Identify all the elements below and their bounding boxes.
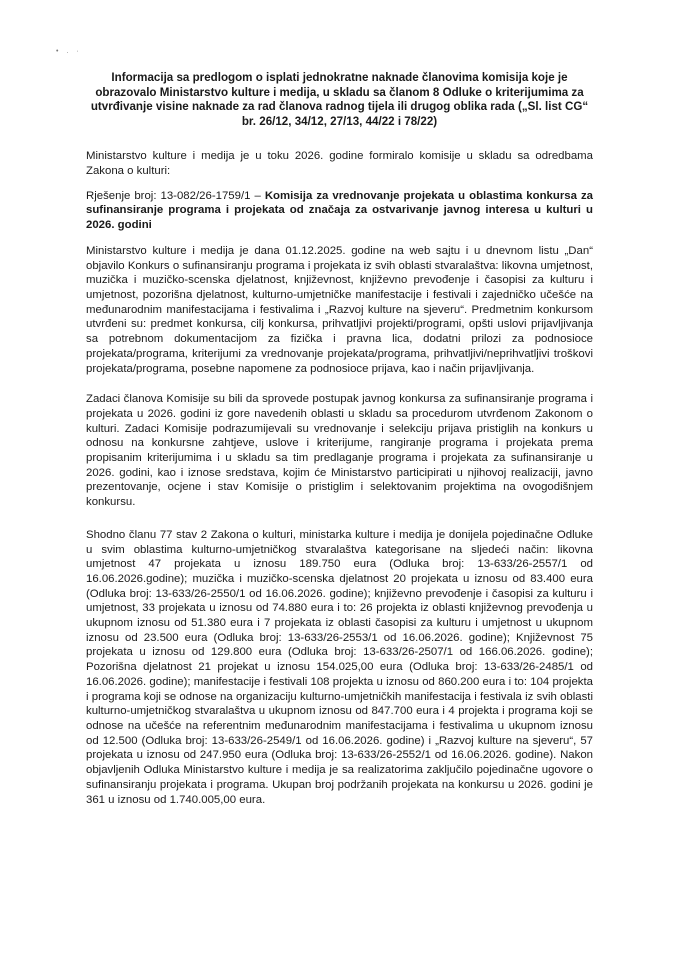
decision-paragraph <box>86 189 593 233</box>
body-paragraph-3: Shodno članu 77 stav 2 Zakona o kulturi, ministarka kulture i medija je donijela pojedinačne Odluke u svim oblastima kulturno-umjetničkog stvaralaštva kategorisane na sljedeći način: likovna umjetnost 47 projekata u iznosu 189.750 eura (Odluka broj: 13-633/26-2557/1 od 16.06.2026.godine); muzička i muzičko-scenska djelatnost 20 projekata u iznosu od 83.400 eura (Odluka broj: 13-633/26-2550/1 od 16.06.2026. godine); književno prevođenje i časopisi za kulturu i umjetnost, 33 projekata u iznosu od 74.880 eura i to: 26 projekta iz oblasti književnog prevođenja u ukupnom iznosu od 51.380 eura i 7 projekata iz oblasti časopisi za kulturu i umjetnost u ukupnom iznosu od 23.500 eura (Odluka broj: 13-633/26-2553/1 od 16.06.2026. godine); Književnost 75 projekata u iznosu od 129.800 eura (Odluka broj: 13-633/26-2507/1 od 166.06.2026. godine); Pozorišna djelatnost 21 projekat u iznosu 154.025,00 eura (Odluka broj: 13-633/26-2485/1 od 16.06.2026. godine); manifestacije i festivali 108 projekta u iznosu od 860.200 eura i to: 104 projekta i programa koji se odnose na organizaciju kulturno-umjetničkih manifestacija i festivala iz svih oblasti kulturno-umjetničkog stvaralaštva u ukupnom iznosu od 847.700 eura i 4 projekta i programa koji se odnose na učešće na referentnim međunarodnim manifestacijama i festivalima u ukupnom iznosu od 12.500 (Odluka broj: 13-633/26-2549/1 od 16.06.2026. godine) i „Razvoj kulture na sjeveru“, 57 projekata u iznosu od 247.950 eura (Odluka broj: 13-633/26-2552/1 od 16.06.2026. godine). Nakon objavljenih Odluka Ministarstvo kulture i medija je sa realizatorima zaključilo pojedinačne ugovore o sufinansiranju projekata i programa. Ukupan broj podržanih projekata na konkursu u 2026. godini je 361 u iznosu od 1.740.005,00 eura. <box>86 528 593 806</box>
body-paragraph-2: Zadaci članova Komisije su bili da sprovede postupak javnog konkursa za sufinansiranje programa i projekata u 2026. godini iz gore navedenih oblasti u skladu sa procedurom utvrđenom Zakonom o kulturi. Zadaci Komisije podrazumijevali su vrednovanje i selekciju prijava pristiglih na konkurs u odnosu na konkursne zahtjeve, uslove i kriterijume, rangiranje programa i projekata prema propisanim kriterijumima i u skladu sa tim predlaganje programa i projekata za sufinansiranje u 2026. godini, kao i iznose sredstava, kojim će Ministarstvo participirati u njihovoj realizaciji, javno prezentovanje, ocjene i stav Komisije o pristiglim i selektovanim projektima na ovogodišnjem konkursu. <box>86 393 593 509</box>
decision-number: Rješenje broj: 13-082/26-1759/1 – <box>86 189 261 202</box>
intro-paragraph: Ministarstvo kulture i medija je u toku 2026. godine formiralo komisije u skladu sa odredbama Zakona o kulturi: <box>86 150 593 178</box>
document-title: Informacija sa predlogom o isplati jednokratne naknade članovima komisija koje je obrazovalo Ministarstvo kulture i medija, u skladu sa članom 8 Odluke o kriterijumima za utvrđivanje visine naknade za rad članova radnog tijela ili drugog oblika rada („Sl. list CG“ br. 26/12, 34/12, 27/13, 44/22 i 78/22) <box>90 71 589 128</box>
decision-title: Komisija za vrednovanje projekata u oblastima konkursa za sufinansiranje programa i projekata od značaja za ostvarivanje javnog interesa u kulturi u 2026. godini <box>86 189 593 232</box>
corner-mark: • . · <box>56 48 82 55</box>
body-paragraph-1: Ministarstvo kulture i medija je dana 01.12.2025. godine na web sajtu i u dnevnom listu „Dan“ objavilo Konkurs o sufinansiranju programa i projekata iz svih oblasti stvaralaštva: likovna umjetnost, muzička i muzičko-scenska djelatnost, književnost, književno prevođenje i časopisi za kulturu i umjetnost, pozorišna djelatnost, kulturno-umjetničke manifestacije i festivali i zajedničko učešće na međunarodnim manifestacijama i festivalima i „Razvoj kulture na sjeveru“. Predmetnim konkursom utvrđeni su: predmet konkursa, cilj konkursa, prihvatljivi projekti/programi, opšti uslovi prijavljivanja sa potrebnom dokumentacijom za fizička i pravna lica, dodatni prilozi za podnosioce projekata/programa, kriterijumi za vrednovanje projekata/programa, prihvatljivi/neprihvatljivi troškovi projekata/programa, posebne napomene za podnosioce prijava, kao i način prijavljivanja. <box>86 244 593 375</box>
